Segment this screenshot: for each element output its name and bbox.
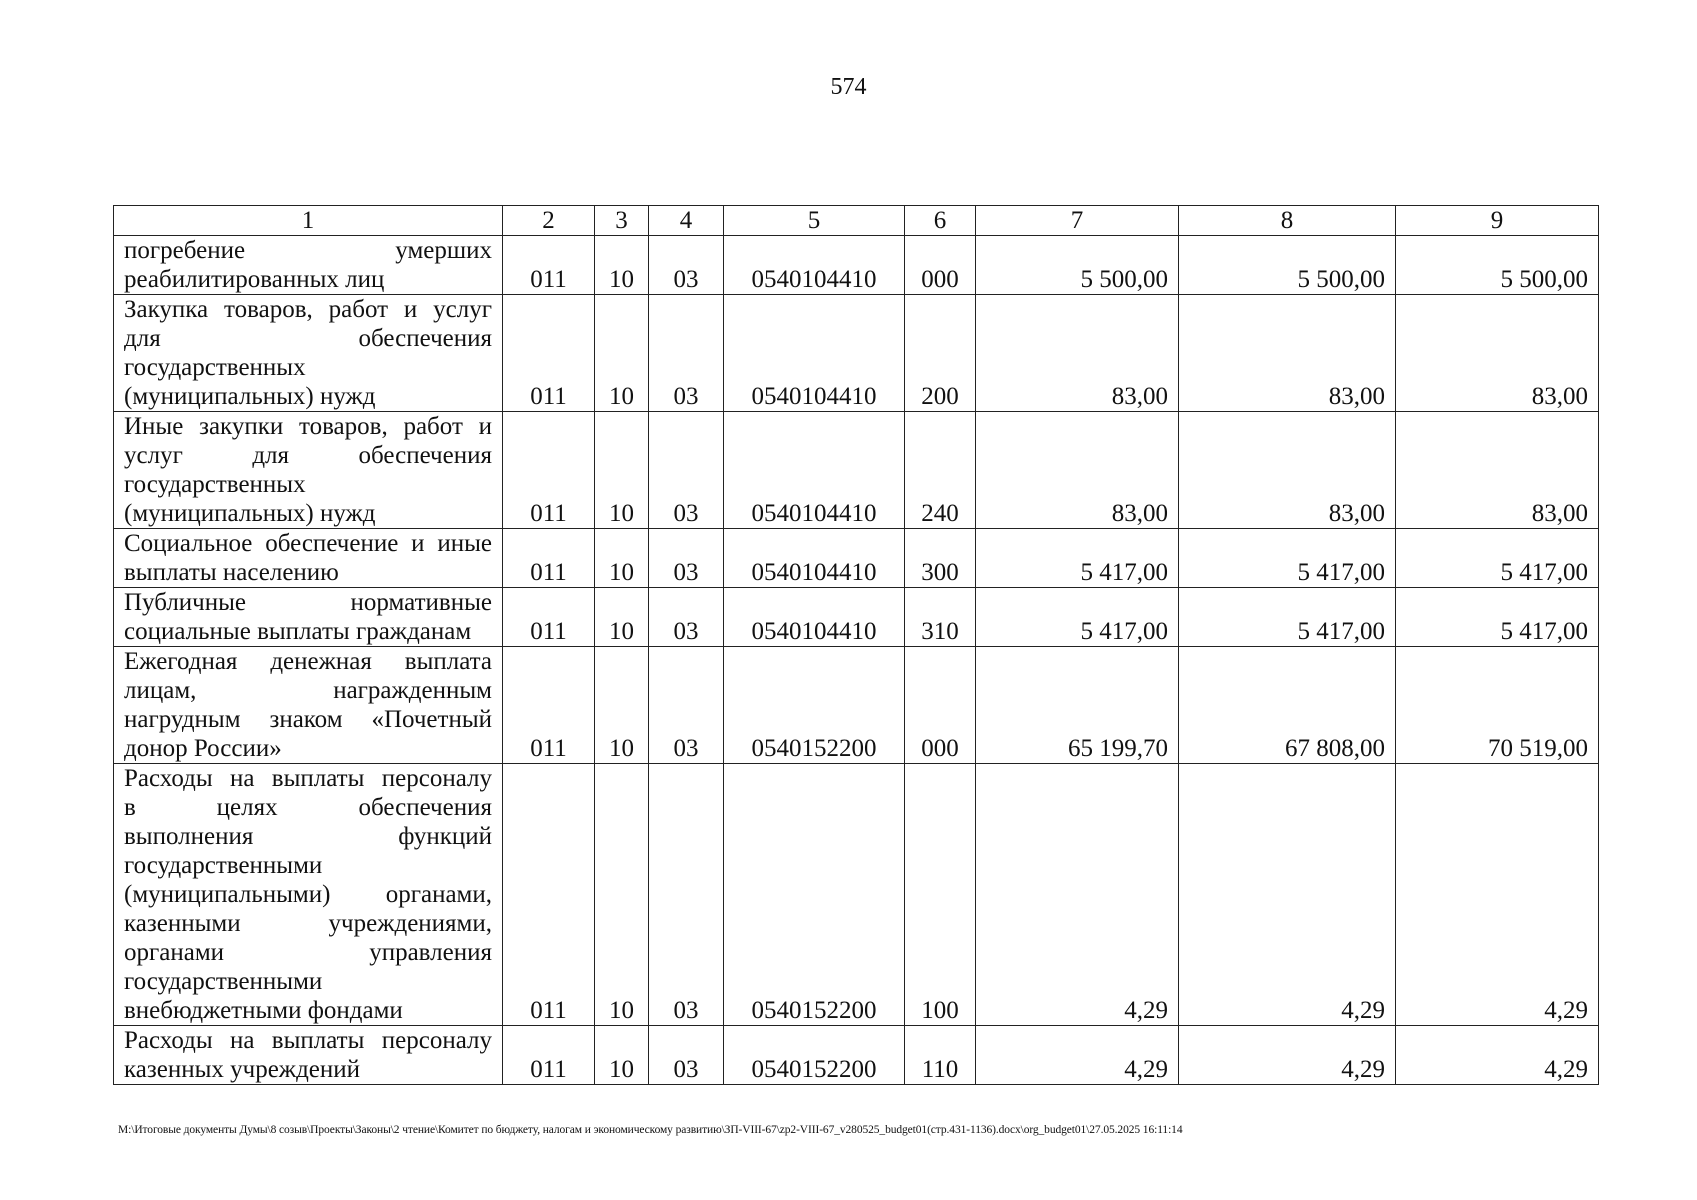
chief-admin-code: 011 [503, 1026, 595, 1085]
description-line: социальные выплаты гражданам [124, 618, 472, 645]
subsection-code: 03 [649, 529, 724, 588]
description-line: лицам, награжденным [124, 677, 492, 704]
chief-admin-code: 011 [503, 588, 595, 647]
table-row [114, 236, 1599, 295]
target-article-code: 0540104410 [724, 588, 905, 647]
amount-year-1: 5 417,00 [976, 588, 1179, 647]
amount-year-2: 83,00 [1179, 412, 1396, 529]
amount-year-2: 5 417,00 [1179, 588, 1396, 647]
section-code: 10 [595, 412, 649, 529]
description-line: Иные закупки товаров, работ и [124, 413, 492, 440]
section-code: 10 [595, 529, 649, 588]
column-header: 1 [114, 206, 503, 236]
expense-type-code: 200 [905, 295, 976, 412]
budget-table [113, 205, 1599, 1085]
header-row [114, 206, 1599, 236]
description-line: Закупка товаров, работ и услуг [124, 296, 492, 323]
page-number: 574 [830, 74, 867, 100]
description-line: Социальное обеспечение и иные [124, 530, 492, 557]
row-description [114, 647, 503, 764]
column-header: 8 [1179, 206, 1396, 236]
amount-year-3: 5 500,00 [1396, 236, 1599, 295]
document-path-footer: M:\Итоговые документы Думы\8 созыв\Проекты\Законы\2 чтение\Комитет по бюджету, налогам и экономическому развитию\ЗП-VIII-67\zp2-VIII-67_v280525_budget01(стр.431-1136).docx\org_budget01\27.05.2025 16:11:14 [118, 1124, 1183, 1136]
target-article-code: 0540104410 [724, 529, 905, 588]
chief-admin-code: 011 [503, 412, 595, 529]
description-line: государственными [124, 852, 323, 879]
description-line: Ежегодная денежная выплата [124, 648, 492, 675]
description-line: (муниципальными) органами, [124, 881, 492, 908]
amount-year-2: 5 500,00 [1179, 236, 1396, 295]
chief-admin-code: 011 [503, 647, 595, 764]
description-line: Публичные нормативные [124, 589, 492, 616]
expense-type-code: 310 [905, 588, 976, 647]
row-description [114, 529, 503, 588]
row-description [114, 1026, 503, 1085]
description-line: казенными учреждениями, [124, 910, 492, 937]
description-line: реабилитированных лиц [124, 266, 385, 293]
target-article-code: 0540104410 [724, 412, 905, 529]
row-description [114, 412, 503, 529]
subsection-code: 03 [649, 236, 724, 295]
expense-type-code: 240 [905, 412, 976, 529]
expense-type-code: 000 [905, 236, 976, 295]
section-code: 10 [595, 1026, 649, 1085]
description-line: (муниципальных) нужд [124, 383, 376, 410]
description-line: в целях обеспечения [124, 794, 492, 821]
description-line: казенных учреждений [124, 1056, 361, 1083]
column-header: 5 [724, 206, 905, 236]
column-header: 6 [905, 206, 976, 236]
table-body [114, 206, 1599, 1085]
row-description [114, 588, 503, 647]
expense-type-code: 300 [905, 529, 976, 588]
amount-year-2: 4,29 [1179, 764, 1396, 1026]
expense-type-code: 100 [905, 764, 976, 1026]
target-article-code: 0540104410 [724, 295, 905, 412]
table-row [114, 295, 1599, 412]
subsection-code: 03 [649, 764, 724, 1026]
description-line: нагрудным знаком «Почетный [124, 706, 492, 733]
section-code: 10 [595, 647, 649, 764]
row-description [114, 236, 503, 295]
column-header: 2 [503, 206, 595, 236]
subsection-code: 03 [649, 588, 724, 647]
amount-year-2: 67 808,00 [1179, 647, 1396, 764]
description-line: выполнения функций [124, 823, 492, 850]
description-line: органами управления [124, 939, 492, 966]
description-line: донор России» [124, 735, 282, 762]
expense-type-code: 000 [905, 647, 976, 764]
description-line: для обеспечения [124, 325, 492, 352]
amount-year-3: 4,29 [1396, 1026, 1599, 1085]
column-header: 3 [595, 206, 649, 236]
description-line: государственных [124, 354, 306, 381]
subsection-code: 03 [649, 295, 724, 412]
table-row [114, 588, 1599, 647]
column-header: 9 [1396, 206, 1599, 236]
section-code: 10 [595, 764, 649, 1026]
amount-year-3: 5 417,00 [1396, 588, 1599, 647]
target-article-code: 0540152200 [724, 647, 905, 764]
description-line: внебюджетными фондами [124, 997, 403, 1024]
amount-year-1: 5 417,00 [976, 529, 1179, 588]
expense-type-code: 110 [905, 1026, 976, 1085]
amount-year-1: 83,00 [976, 295, 1179, 412]
table-row [114, 1026, 1599, 1085]
description-line: (муниципальных) нужд [124, 500, 376, 527]
table-row [114, 647, 1599, 764]
subsection-code: 03 [649, 647, 724, 764]
description-line: Расходы на выплаты персоналу [124, 765, 492, 792]
amount-year-2: 4,29 [1179, 1026, 1396, 1085]
column-header: 4 [649, 206, 724, 236]
amount-year-2: 83,00 [1179, 295, 1396, 412]
amount-year-3: 4,29 [1396, 764, 1599, 1026]
chief-admin-code: 011 [503, 236, 595, 295]
table-row [114, 529, 1599, 588]
target-article-code: 0540152200 [724, 1026, 905, 1085]
amount-year-3: 83,00 [1396, 295, 1599, 412]
description-line: Расходы на выплаты персоналу [124, 1027, 492, 1054]
subsection-code: 03 [649, 412, 724, 529]
chief-admin-code: 011 [503, 764, 595, 1026]
column-header: 7 [976, 206, 1179, 236]
description-line: погребение умерших [124, 237, 492, 264]
row-description [114, 764, 503, 1026]
description-line: государственных [124, 471, 306, 498]
amount-year-1: 4,29 [976, 1026, 1179, 1085]
table-row [114, 412, 1599, 529]
target-article-code: 0540104410 [724, 236, 905, 295]
amount-year-1: 5 500,00 [976, 236, 1179, 295]
table-row [114, 764, 1599, 1026]
chief-admin-code: 011 [503, 529, 595, 588]
description-line: выплаты населению [124, 559, 339, 586]
subsection-code: 03 [649, 1026, 724, 1085]
description-line: государственными [124, 968, 323, 995]
section-code: 10 [595, 588, 649, 647]
amount-year-2: 5 417,00 [1179, 529, 1396, 588]
description-line: услуг для обеспечения [124, 442, 492, 469]
chief-admin-code: 011 [503, 295, 595, 412]
amount-year-1: 83,00 [976, 412, 1179, 529]
section-code: 10 [595, 236, 649, 295]
amount-year-3: 5 417,00 [1396, 529, 1599, 588]
amount-year-3: 70 519,00 [1396, 647, 1599, 764]
amount-year-1: 65 199,70 [976, 647, 1179, 764]
target-article-code: 0540152200 [724, 764, 905, 1026]
amount-year-1: 4,29 [976, 764, 1179, 1026]
section-code: 10 [595, 295, 649, 412]
row-description [114, 295, 503, 412]
amount-year-3: 83,00 [1396, 412, 1599, 529]
